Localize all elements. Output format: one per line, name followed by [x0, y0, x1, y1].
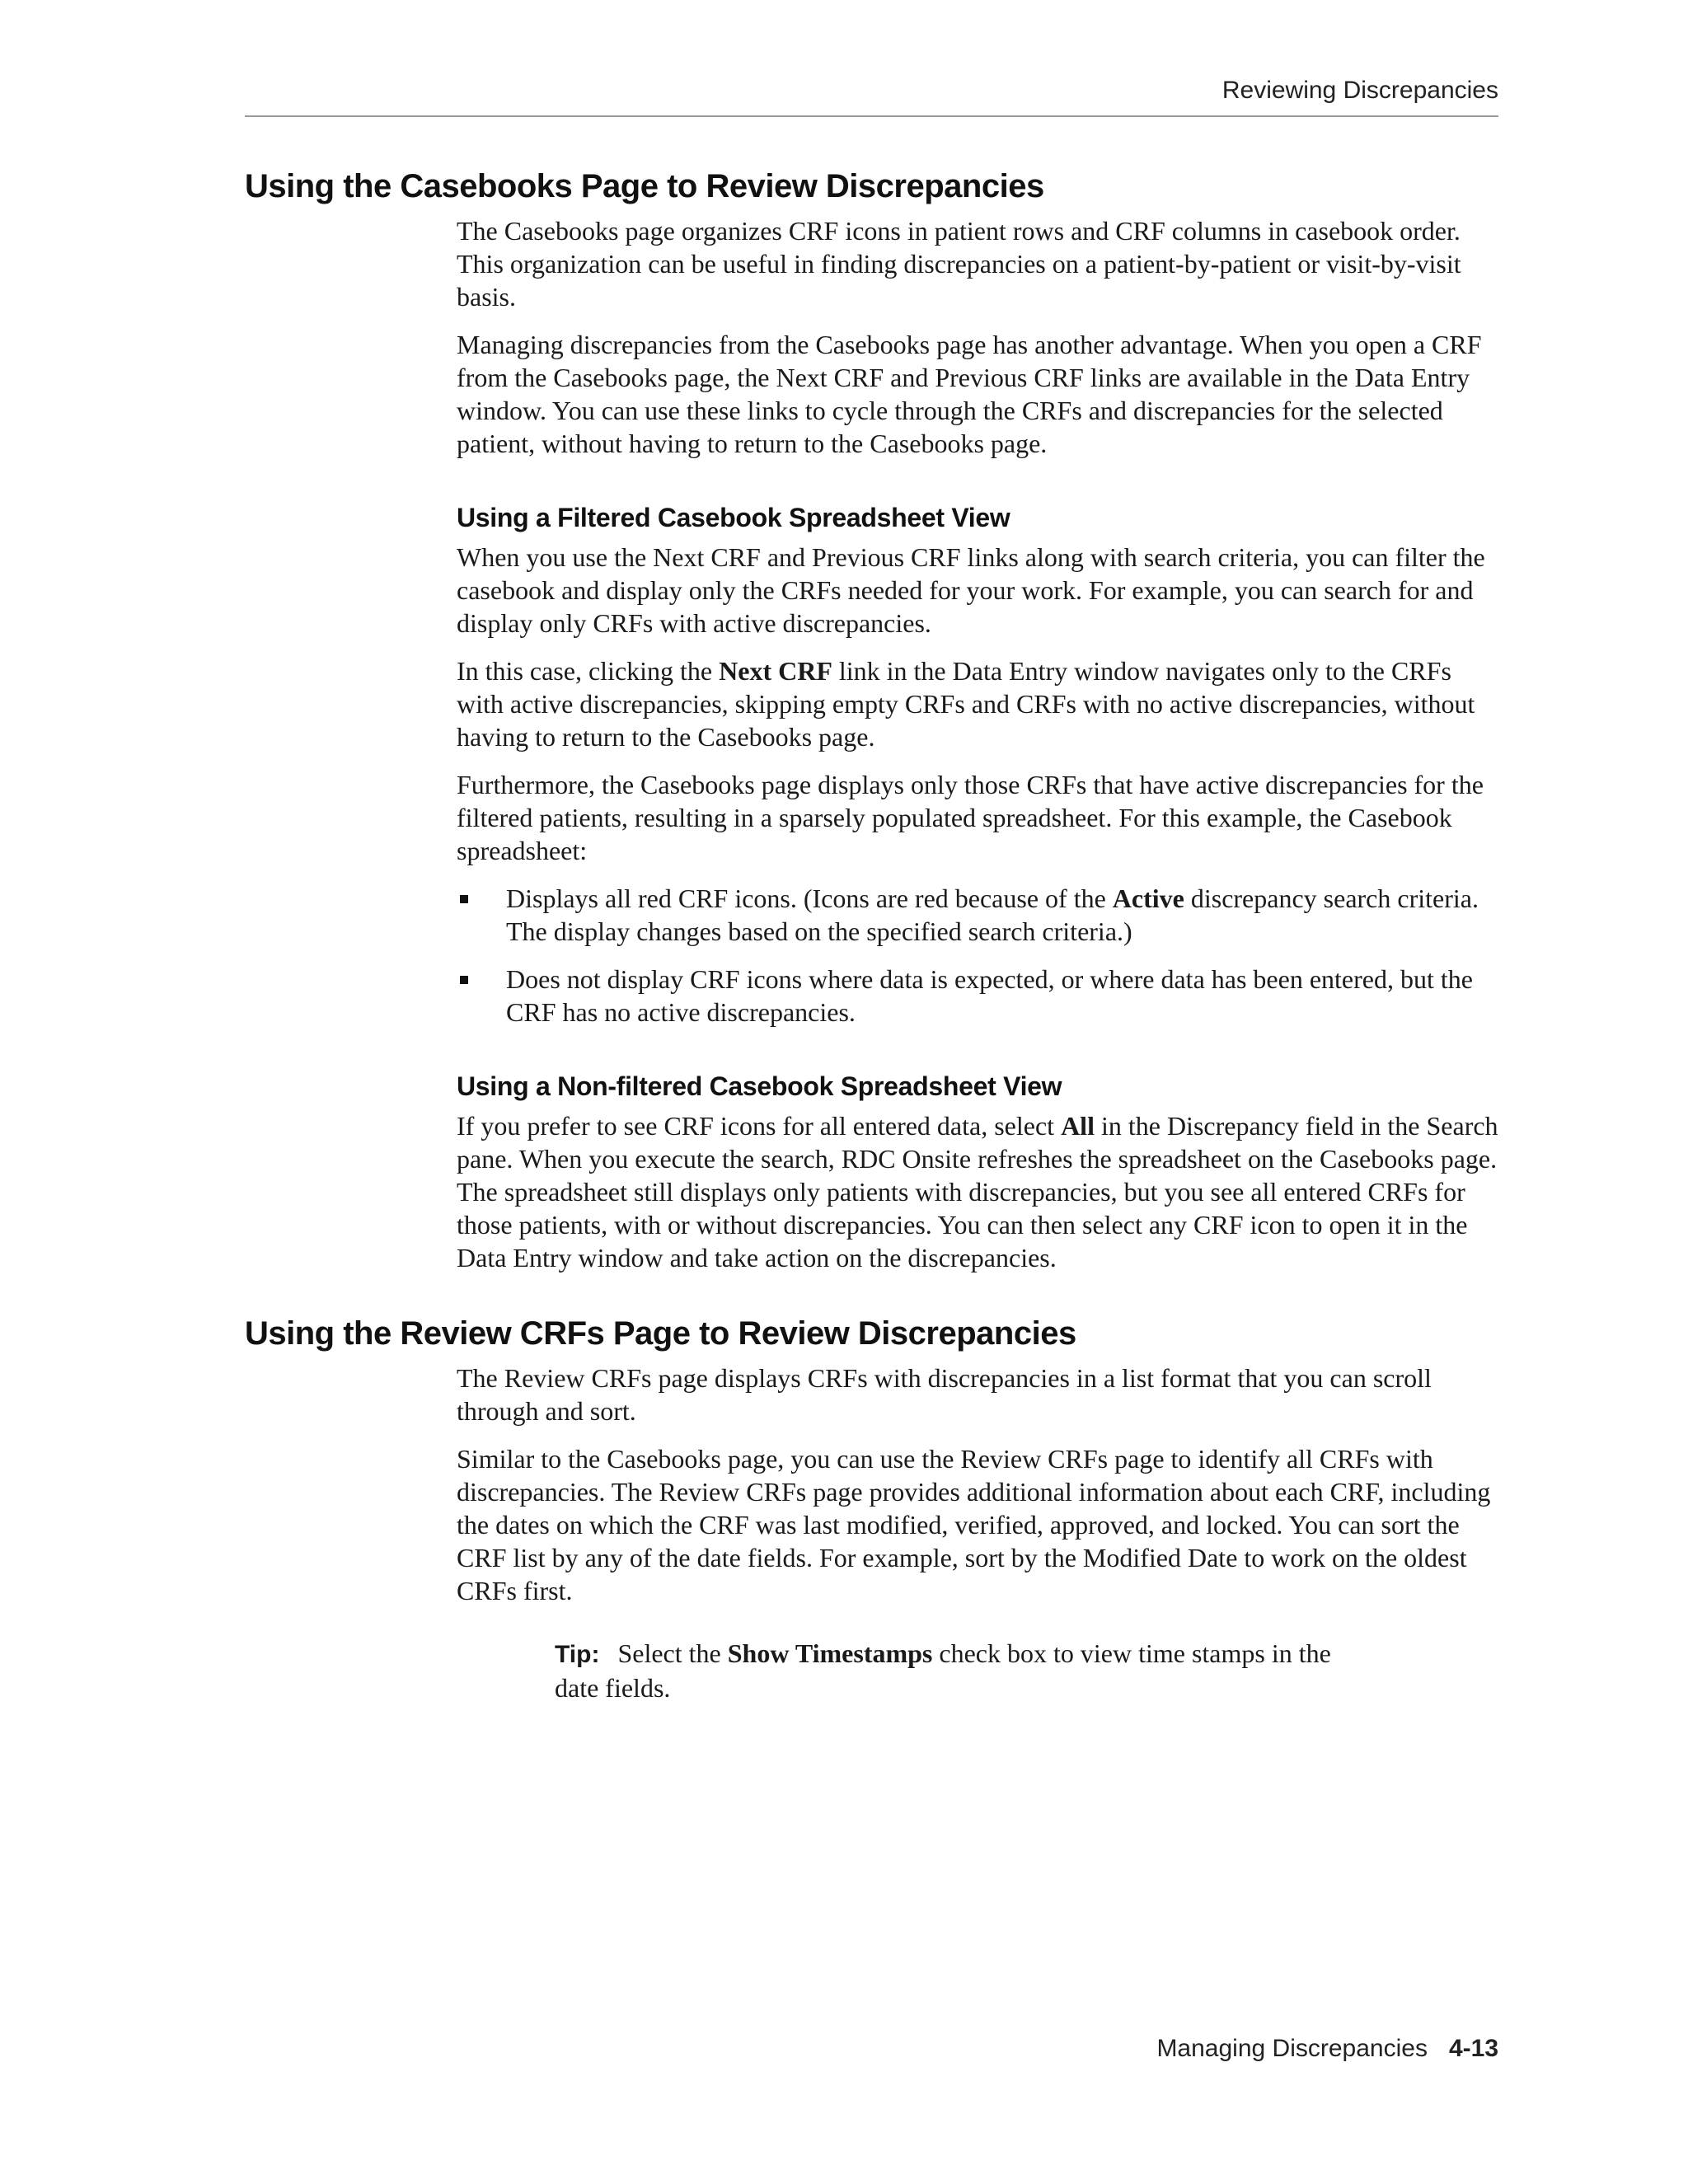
list-item	[457, 963, 1498, 1029]
text-run: check box to view time stamps in the date fields.	[555, 1638, 1331, 1703]
paragraph: Similar to the Casebooks page, you can use the Review CRFs page to identify all CRFs with discrepancies. The Review CRFs page provides additional information about each CRF, including the dates on which the CRF was last modified, verified, approved, and locked. You can sort the CRF list by any of the date fields. For example, sort by the Modified Date to work on the oldest CRFs first.	[457, 1444, 1491, 1605]
text-run: Does not display CRF icons where data is expected, or where data has been entered, but the CRF has no active discrepancies.	[506, 964, 1473, 1027]
page-content	[245, 165, 1498, 1704]
text-run: In this case, clicking the	[457, 656, 720, 686]
text-run: Displays all red CRF icons. (Icons are red because of the	[506, 883, 1113, 913]
paragraph	[457, 654, 1498, 753]
page-number: 4-13	[1448, 2035, 1498, 2062]
section-heading-casebooks: Using the Casebooks Page to Review Discrepancies	[245, 168, 1044, 204]
text-run: Select the	[617, 1638, 728, 1668]
running-header-title: Reviewing Discrepancies	[1221, 77, 1498, 104]
paragraph: The Casebooks page organizes CRF icons in patient rows and CRF columns in casebook order. This organization can be useful in finding discrepancies on a patient-by-patient or visit-by-visit basis.	[457, 216, 1461, 312]
emphasis-show-timestamps: Show Timestamps	[727, 1638, 933, 1668]
paragraph: The Review CRFs page displays CRFs with discrepancies in a list format that you can scroll through and sort.	[457, 1363, 1432, 1426]
running-footer	[245, 2032, 1498, 2065]
tip-note	[555, 1637, 1379, 1704]
bullet-list	[457, 882, 1498, 1029]
text-run: in the Discrepancy field in the Search pane. When you execute the search, RDC Onsite refreshes the spreadsheet on the Casebooks page. The spreadsheet still displays only patients with discrepancies, but you see all entered CRFs for those patients, with or without discrepancies. You can then select any CRF icon to open it in the Data Entry window and take action on the discrepancies.	[457, 1111, 1498, 1272]
emphasis-active: Active	[1112, 883, 1184, 913]
running-header	[245, 73, 1498, 117]
subheading-non-filtered-view: Using a Non-filtered Casebook Spreadsheet View	[457, 1071, 1062, 1101]
paragraph: When you use the Next CRF and Previous CRF links along with search criteria, you can filter the casebook and display only the CRFs needed for your work. For example, you can search for and display only CRFs with active discrepancies.	[457, 542, 1485, 638]
emphasis-next-crf: Next CRF	[719, 656, 832, 686]
section-heading-review-crfs: Using the Review CRFs Page to Review Discrepancies	[245, 1315, 1076, 1352]
section-body-casebooks	[457, 214, 1498, 1274]
list-item	[457, 882, 1498, 948]
square-bullet-icon	[460, 976, 468, 984]
paragraph: Managing discrepancies from the Casebooks page has another advantage. When you open a CRF from the Casebooks page, the Next CRF and Previous CRF links are available in the Data Entry window. You can use these links to cycle through the CRFs and discrepancies for the selected patient, without having to return to the Casebooks page.	[457, 330, 1482, 458]
square-bullet-icon	[460, 895, 468, 903]
text-run: If you prefer to see CRF icons for all entered data, select	[457, 1111, 1062, 1141]
tip-label: Tip:	[555, 1641, 600, 1668]
section-body-review-crfs	[457, 1361, 1498, 1704]
text-run: link in the Data Entry window navigates only to the CRFs with active discrepancies, skipping empty CRFs and CRFs with no active discrepancies, without having to return to the Casebooks page.	[457, 656, 1475, 752]
footer-chapter-title: Managing Discrepancies	[1156, 2035, 1428, 2062]
paragraph	[457, 1109, 1498, 1274]
subheading-filtered-view: Using a Filtered Casebook Spreadsheet View	[457, 503, 1010, 532]
emphasis-all: All	[1061, 1111, 1095, 1141]
text-run: discrepancy search criteria. The display changes based on the specified search criteria.)	[506, 883, 1479, 946]
paragraph: Furthermore, the Casebooks page displays only those CRFs that have active discrepancies for the filtered patients, resulting in a sparsely populated spreadsheet. For this example, the Casebook spreadsheet:	[457, 770, 1484, 865]
